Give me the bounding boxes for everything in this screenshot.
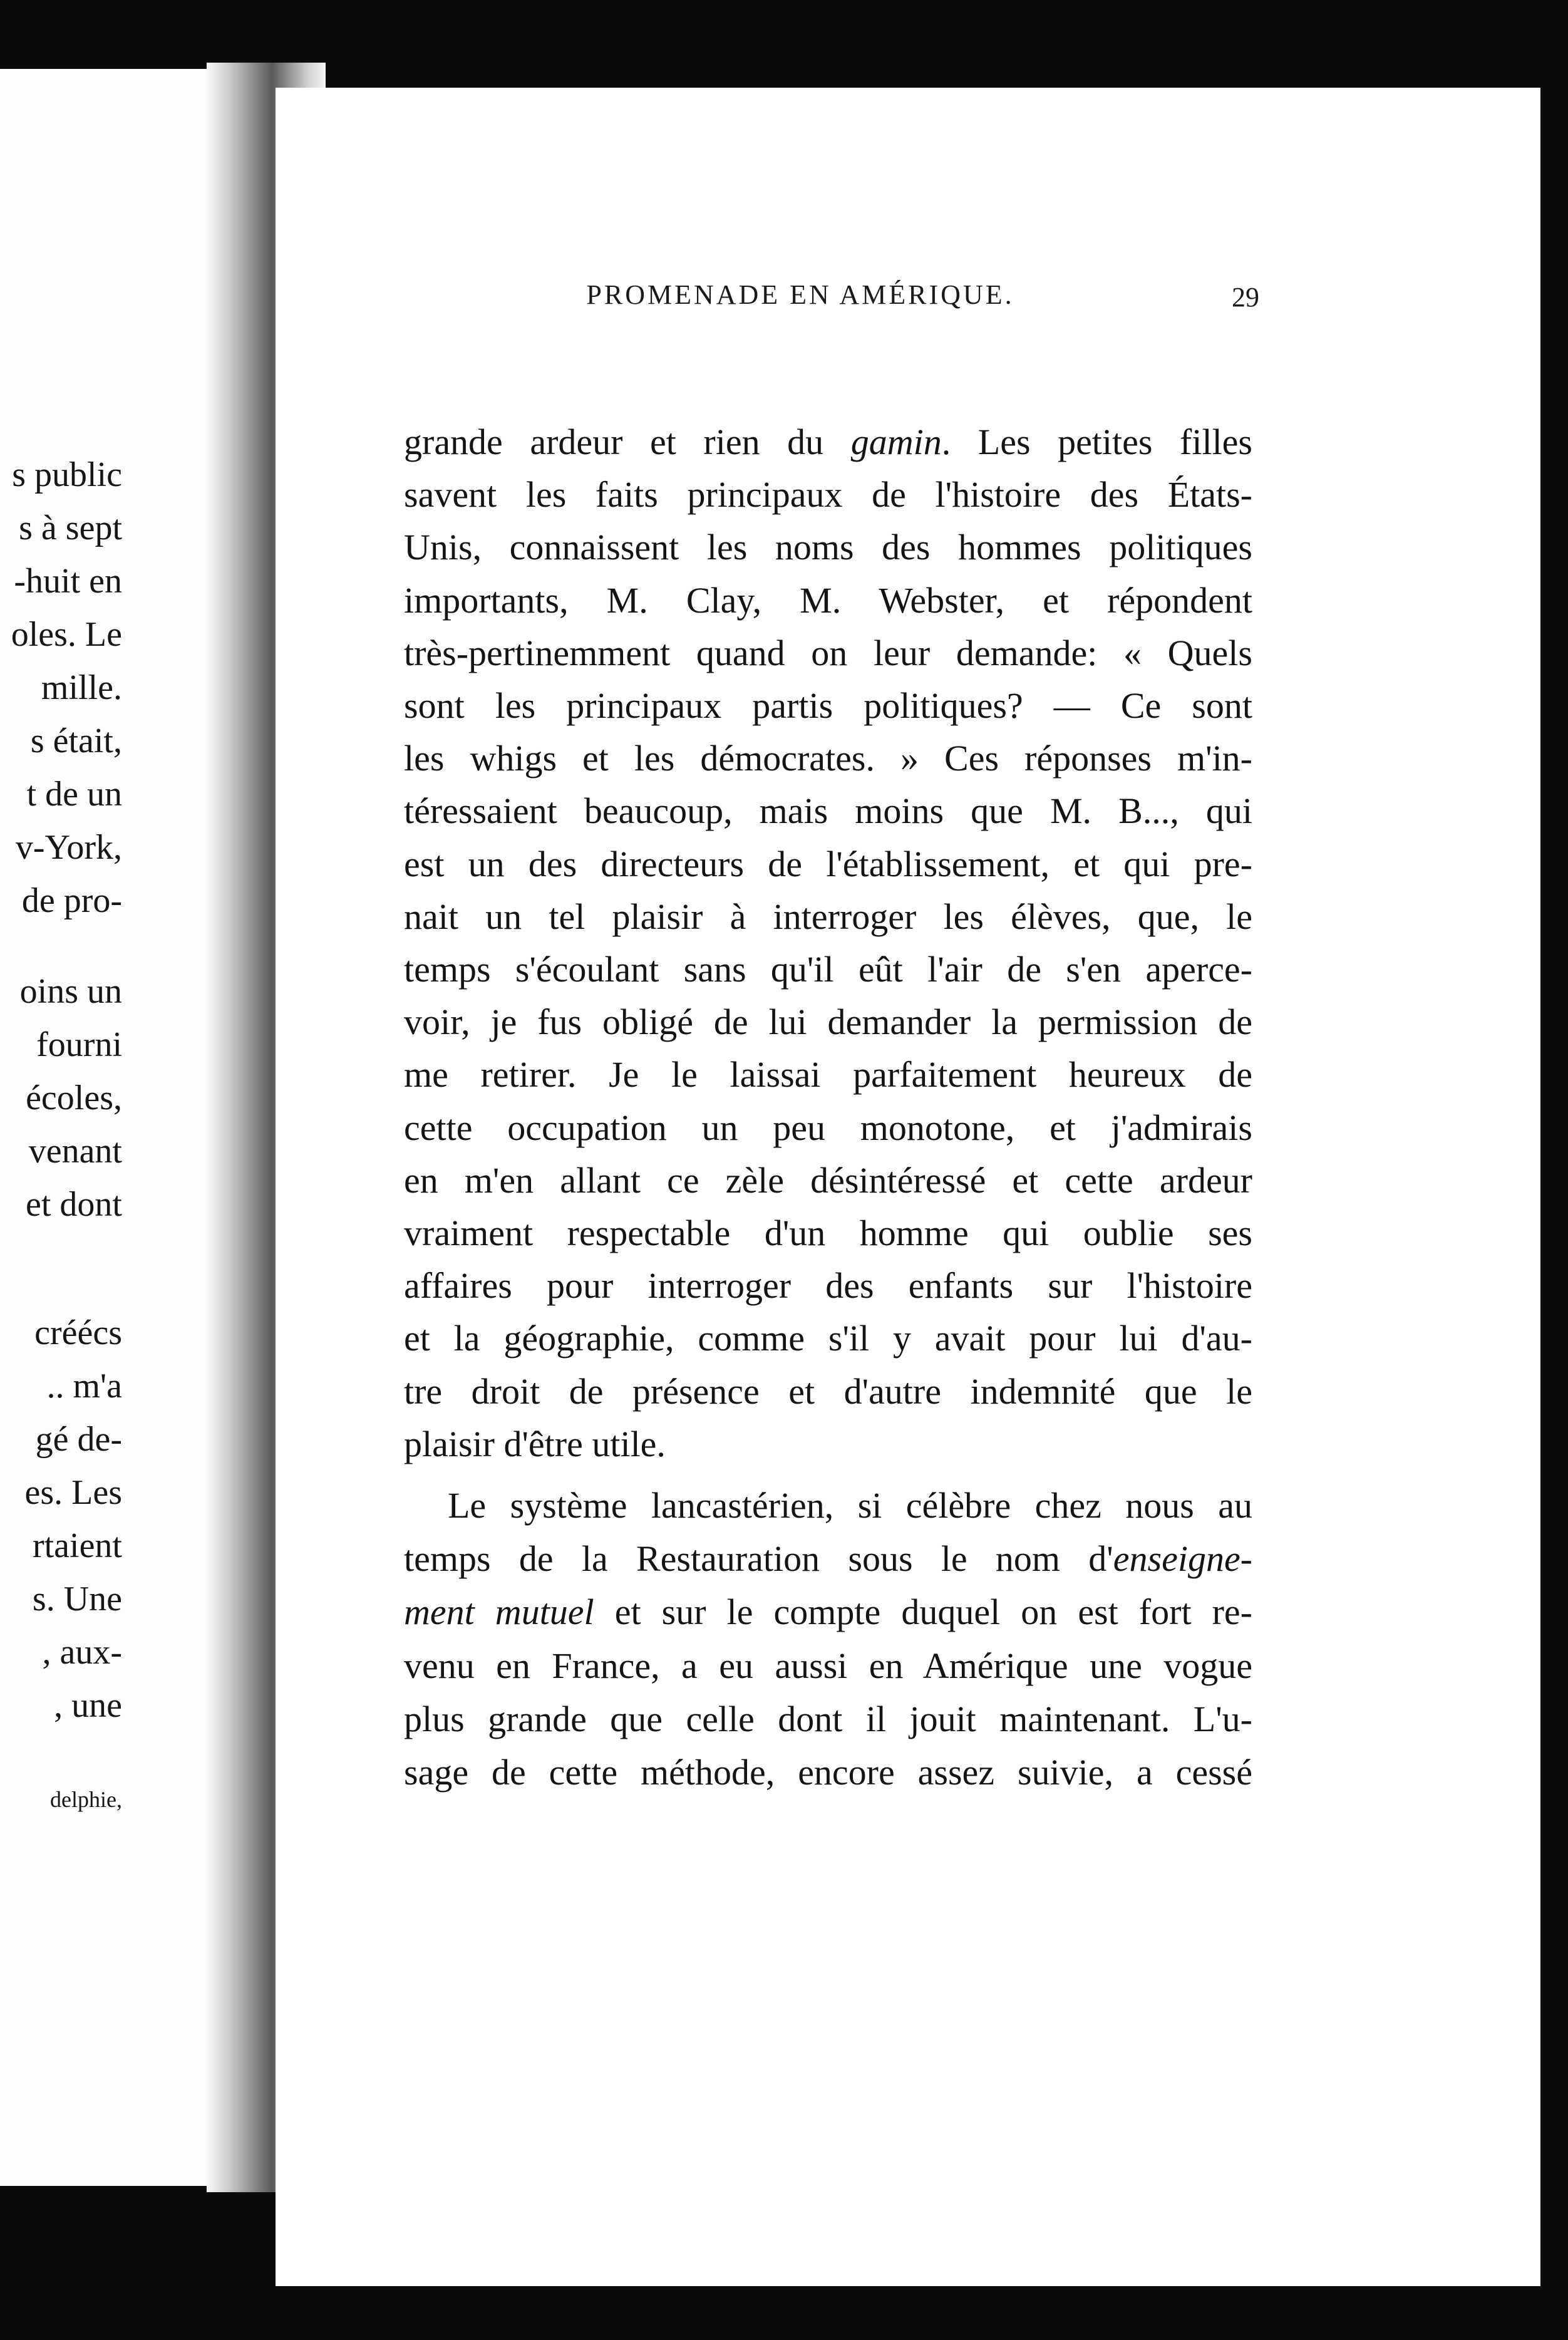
left-page-line-fragment: de pro- (21, 881, 122, 920)
body-text-run: . Les petites filles (941, 422, 1252, 462)
left-page-line-fragment: oles. Le (11, 615, 122, 654)
body-text-run: me retirer. Je le laissai parfaitement heureux de (404, 1054, 1252, 1095)
body-text-run: en m'en allant ce zèle désintéressé et cette ardeur (404, 1159, 1252, 1201)
left-page-line-fragment: delphie, (50, 1787, 122, 1812)
body-text-run: vraiment respectable d'un homme qui oublie ses (404, 1213, 1252, 1253)
italic-text: enseigne- (1113, 1538, 1252, 1580)
body-line (404, 524, 1252, 571)
left-page-line-fragment: -huit en (14, 562, 122, 601)
body-line (404, 946, 1252, 993)
page-number: 29 (1232, 282, 1259, 313)
body-text-run: plaisir d'être utile. (404, 1423, 666, 1464)
body-text-run: temps de la Restauration sous le nom d' (404, 1538, 1113, 1580)
left-page-line-fragment: s à sept (19, 509, 122, 547)
body-text-run: les whigs et les démocrates. » Ces réponses m'in- (404, 738, 1252, 779)
body-line (404, 1209, 1252, 1257)
left-page-line-fragment: s. Une (32, 1580, 122, 1618)
italic-text: ment mutuel (404, 1592, 594, 1633)
running-head (341, 279, 1259, 316)
body-text-run: temps s'écoulant sans qu'il eût l'air de s'en aperce- (404, 949, 1252, 990)
body-text-run: et sur le compte duquel on est fort re- (594, 1592, 1252, 1633)
body-text-run: nait un tel plaisir à interroger les élèves, que, le (404, 896, 1252, 937)
body-line (404, 998, 1252, 1046)
left-page-line-fragment: , une (54, 1686, 122, 1725)
left-page-line-fragment: rtaient (32, 1526, 122, 1565)
body-line (404, 418, 1252, 466)
left-page-line-fragment: .. m'a (46, 1367, 122, 1406)
left-page-line-fragment: mille. (41, 668, 122, 707)
body-text-run: est un des directeurs de l'établissement, et qui pre- (404, 843, 1252, 884)
body-line (404, 1588, 1252, 1636)
body-text-run: affaires pour interroger des enfants sur l'histoire (404, 1265, 1252, 1307)
left-page-line-fragment: oins un (19, 972, 122, 1011)
body-line (404, 1642, 1252, 1690)
body-text-run: venu en France, a eu aussi en Amérique une vogue (404, 1645, 1252, 1686)
body-text-run: cette occupation un peu monotone, et j'admirais (404, 1107, 1252, 1148)
body-line (404, 1104, 1252, 1152)
left-page-line-fragment: créécs (34, 1313, 122, 1352)
body-text-run: tre droit de présence et d'autre indemnité que le (404, 1370, 1252, 1412)
body-line (404, 1051, 1252, 1099)
body-text-run: importants, M. Clay, M. Webster, et répondent (404, 579, 1252, 621)
left-page-line-fragment: v-York, (15, 828, 122, 867)
body-text-run: voir, je fus obligé de lui demander la permission de (404, 1002, 1252, 1043)
body-line (404, 471, 1252, 519)
left-page-line-fragment: fourni (36, 1025, 122, 1064)
body-text-run: téressaient beaucoup, mais moins que M. B..., qui (404, 790, 1252, 832)
body-line (404, 787, 1252, 835)
body-line (404, 577, 1252, 624)
left-page-line-fragment: , aux- (42, 1633, 122, 1672)
body-text-run: très-pertinemment quand on leur demande: « Quels (404, 632, 1252, 673)
left-page-line-fragment: s était, (30, 722, 122, 760)
body-line (404, 1535, 1252, 1583)
running-title: PROMENADE EN AMÉRIQUE. (586, 279, 1014, 310)
body-line (404, 682, 1252, 730)
body-line (404, 1368, 1252, 1416)
body-text-run: savent les faits principaux de l'histoire des États- (404, 474, 1252, 515)
left-page-line-fragment: et dont (26, 1185, 122, 1224)
body-line (404, 1695, 1252, 1743)
body-line (404, 1315, 1252, 1362)
left-page-line-fragment: gé de- (35, 1420, 122, 1459)
left-page-line-fragment: es. Les (24, 1473, 122, 1512)
body-line (404, 735, 1252, 782)
left-page-line-fragment: t de un (26, 775, 122, 814)
body-line (404, 1262, 1252, 1310)
italic-text: gamin (850, 422, 942, 462)
left-page-line-fragment: s public (12, 455, 122, 494)
body-text-run: sage de cette méthode, encore assez suivie, a cessé (404, 1752, 1252, 1793)
body-text-run: Le système lancastérien, si célèbre chez nous au (448, 1485, 1252, 1526)
body-line (404, 841, 1252, 888)
body-line (404, 1482, 1252, 1530)
body-text-run: sont les principaux partis politiques? — Ce sont (404, 685, 1252, 726)
body-line (404, 629, 1252, 677)
body-line (404, 1157, 1252, 1204)
left-page-line-fragment: venant (28, 1132, 122, 1171)
body-text-run: plus grande que celle dont il jouit maintenant. L'u- (404, 1698, 1252, 1739)
left-page-line-fragment: écoles, (26, 1079, 122, 1117)
body-line (404, 1421, 1252, 1468)
body-line (404, 1749, 1252, 1796)
body-line (404, 893, 1252, 941)
body-text-run: grande ardeur et rien du (404, 422, 851, 462)
body-text-run: et la géographie, comme s'il y avait pour lui d'au- (404, 1318, 1252, 1359)
body-text-run: Unis, connaissent les noms des hommes politiques (404, 527, 1252, 568)
